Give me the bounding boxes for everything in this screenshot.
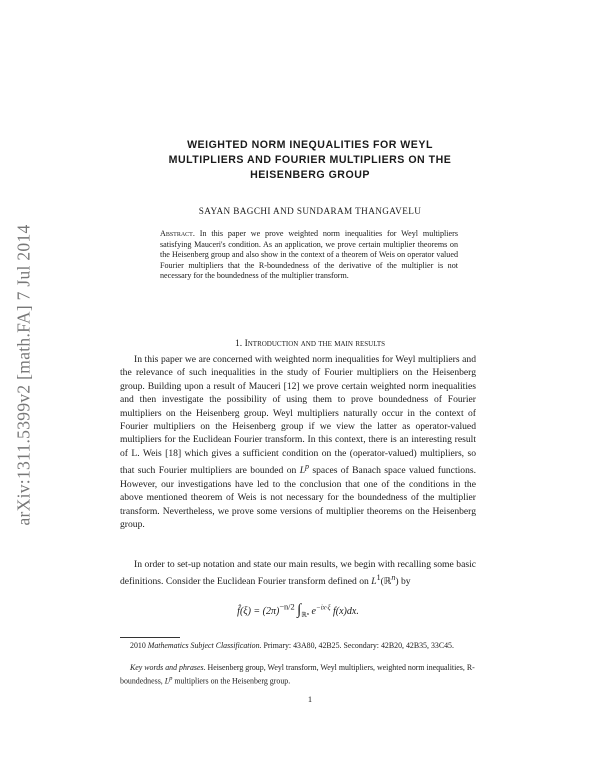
equation-rhs: f(x)dx.	[333, 606, 359, 617]
paragraph-2-text-b: ) by	[395, 576, 411, 588]
section-number: 1.	[234, 338, 243, 349]
lp-symbol: L	[299, 465, 306, 477]
rn-symbol: (ℝ	[380, 576, 392, 588]
fourier-transform-equation	[120, 602, 476, 619]
paragraph-1-text-b: spaces of Banach space valued functions. However, our investigations have led to the conclusion that one of the conditions in the above mentioned theorem of Weis is not necessary for the boundedness of the multiplier transform. Nevertheless, we prove some versions of multiplier theorems on the Heisenberg group.	[120, 465, 476, 531]
l1-exponent: 1	[376, 573, 381, 583]
title-line-1: WEIGHTED NORM INEQUALITIES FOR WEYL	[187, 139, 433, 151]
equation-lhs: f̂(ξ) = (2π)	[237, 606, 280, 617]
paper-title	[120, 138, 500, 183]
footnote-msc	[120, 641, 476, 652]
lp-exponent: p	[305, 462, 310, 472]
msc-text: Primary: 43A80, 42B25. Secondary: 42B20, 42B35, 33C45.	[263, 641, 454, 650]
msc-label: Mathematics Subject Classification.	[147, 641, 262, 650]
section-title: Introduction and the main results	[244, 338, 386, 349]
paragraph-1-text-a: In this paper we are concerned with weighted norm inequalities for Weyl multipliers and the relevance of such inequalities in the study of Fourier multipliers on the Heisenberg group. Building upon a result of Mauceri [12] we prove certain weighted norm inequalities and then investigate the possibility of using them to prove boundedness of Fourier multipliers on the Heisenberg group. Weyl multipliers naturally occur in the context of Fourier multipliers on the Heisenberg group if we view the latter as operator-valued multipliers for the Euclidean Fourier transform. In this context, there is an interesting result of L. Weis [18] which gives a sufficient condition on the (operator-valued) multipliers, so that such Fourier multipliers are bounded on	[120, 354, 476, 477]
title-line-2: MULTIPLIERS AND FOURIER MULTIPLIERS ON THE	[168, 154, 452, 166]
arxiv-stamp	[8, 190, 40, 560]
msc-year: 2010	[130, 641, 146, 650]
equation-exponent: −n/2	[279, 602, 295, 612]
abstract	[160, 229, 458, 282]
l1-symbol: L	[371, 576, 377, 588]
title-line-3: HEISENBERG GROUP	[250, 169, 370, 181]
keywords-label: Key words and phrases.	[130, 663, 206, 672]
kernel-exponent: −ix·ξ	[315, 603, 331, 612]
keywords-lp-exponent: p	[169, 674, 173, 682]
keywords-text-a: Heisenberg group, Weyl transform, Weyl multipliers, weighted norm inequalities, R-boundedness,	[120, 663, 475, 686]
keywords-text-b: multipliers on the Heisenberg group.	[174, 676, 291, 686]
paragraph-2-text-a: In order to set-up notation and state our main results, we begin with recalling some basic definitions. Consider the Euclidean Fourier transform defined on	[120, 559, 476, 588]
footnote-rule	[120, 637, 180, 638]
authors: SAYAN BAGCHI AND SUNDARAM THANGAVELU	[198, 206, 422, 216]
keywords-lp: L	[164, 676, 170, 686]
paragraph-1	[120, 353, 476, 531]
page-number: 1	[307, 694, 313, 704]
footnote-keywords	[120, 663, 476, 687]
abstract-label: Abstract.	[160, 229, 195, 238]
section-heading	[120, 338, 500, 349]
arxiv-stamp-text: arXiv:1311.5399v2 [math.FA] 7 Jul 2014	[13, 224, 34, 526]
paragraph-2	[120, 558, 476, 589]
integral-domain: ℝⁿ	[301, 611, 310, 619]
integral-sign: ∫	[297, 602, 302, 618]
abstract-text: In this paper we prove weighted norm inequalities for Weyl multipliers satisfying Mauceri's condition. As an application, we prove certain multiplier theorems on the Heisenberg group and also show in the context of a theorem of Weis on operator valued Fourier multipliers that the R-boundedness of the derivative of the multiplier is not necessary for the boundedness of the multiplier transform.	[160, 229, 458, 281]
kernel-base: e	[311, 606, 316, 617]
rn-exponent: n	[391, 573, 396, 583]
